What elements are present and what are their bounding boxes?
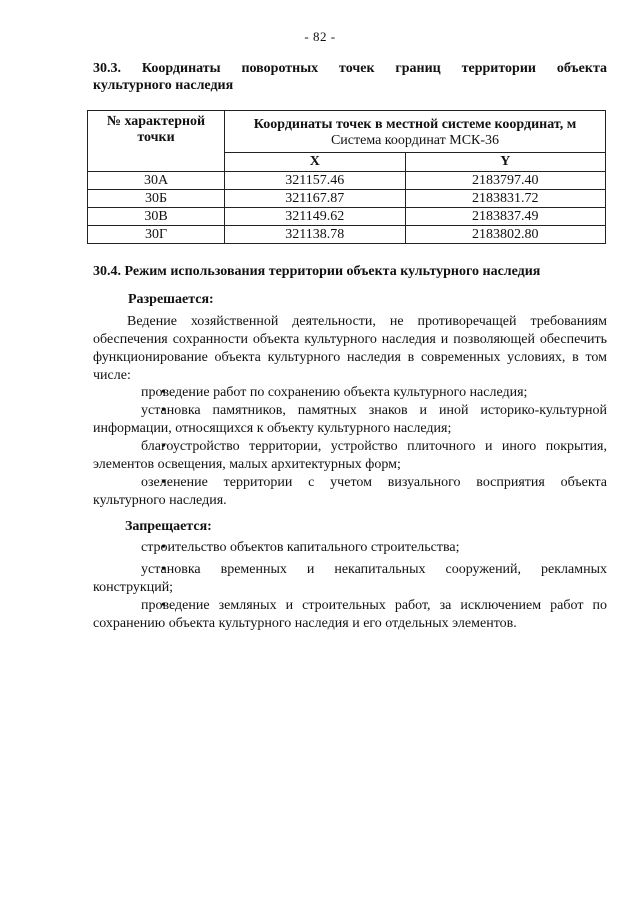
y-cell: 2183831.72	[405, 190, 606, 208]
allowed-heading: Разрешается:	[128, 292, 214, 307]
x-cell: 321167.87	[225, 190, 406, 208]
table-row	[88, 190, 606, 208]
heading-word: границ	[395, 61, 441, 76]
heading-word: территории	[461, 61, 536, 76]
y-cell: 2183802.80	[405, 226, 606, 244]
allowed-list-item: • проведение работ по сохранению объекта культурного наследия;	[93, 384, 607, 402]
forbidden-list-item: • проведение земляных и строительных работ, за исключением работ по сохранению объекта культурного наследия и его отдельных элементов.	[93, 597, 607, 633]
x-cell: 321138.78	[225, 226, 406, 244]
x-header: X	[225, 153, 406, 172]
heading-line-2: культурного наследия	[93, 78, 234, 93]
bullet-icon	[127, 439, 141, 454]
allowed-intro-paragraph: Ведение хозяйственной деятельности, не противоречащей требованиям обеспечения сохранности объекта культурного наследия и позволяющей обеспечить функционирование объекта культурного наследия в современных условиях, в том числе:	[93, 314, 607, 383]
coordinate-system-label: Система координат МСК-36	[330, 133, 500, 148]
heading-word: объекта	[556, 61, 607, 76]
table-row	[88, 172, 606, 190]
allowed-list-item: • озеленение территории с учетом визуального восприятия объекта культурного наследия.	[93, 474, 607, 510]
section-30-3-heading	[93, 60, 607, 94]
y-cell: 2183797.40	[405, 172, 606, 190]
point-cell: 30А	[88, 172, 225, 190]
table-row	[88, 208, 606, 226]
point-cell: 30В	[88, 208, 225, 226]
table-row	[88, 226, 606, 244]
section-number: 30.3.	[93, 61, 121, 76]
x-cell: 321157.46	[225, 172, 406, 190]
bullet-icon	[127, 540, 141, 555]
bullet-icon	[127, 475, 141, 490]
bullet-icon	[127, 403, 141, 418]
section-30-4-heading: 30.4. Режим использования территории объекта культурного наследия	[93, 264, 541, 279]
heading-word: поворотных	[241, 61, 319, 76]
forbidden-list-item: • строительство объектов капитального строительства;	[93, 539, 607, 557]
point-number-header: № характерной точки	[88, 111, 225, 172]
allowed-list-item: • установка памятников, памятных знаков и иной историко-культурной информации, относящихся к объекту культурного наследия;	[93, 402, 607, 438]
coordinates-header	[225, 111, 606, 153]
heading-word: точек	[339, 61, 375, 76]
point-cell: 30Б	[88, 190, 225, 208]
bullet-icon	[127, 385, 141, 400]
forbidden-list-item: • установка временных и некапитальных сооружений, рекламных конструкций;	[93, 561, 607, 597]
forbidden-heading: Запрещается:	[125, 519, 212, 534]
heading-word: Координаты	[141, 61, 221, 76]
coordinates-table	[87, 110, 606, 244]
y-cell: 2183837.49	[405, 208, 606, 226]
y-header: Y	[405, 153, 606, 172]
x-cell: 321149.62	[225, 208, 406, 226]
point-cell: 30Г	[88, 226, 225, 244]
page-number: - 82 -	[304, 29, 336, 44]
allowed-list-item: • благоустройство территории, устройство плиточного и иного покрытия, элементов освещения, малых архитектурных форм;	[93, 438, 607, 474]
bullet-icon	[127, 598, 141, 613]
bullet-icon	[127, 562, 141, 577]
coordinates-header-title: Координаты точек в местной системе координат, м	[253, 117, 577, 132]
